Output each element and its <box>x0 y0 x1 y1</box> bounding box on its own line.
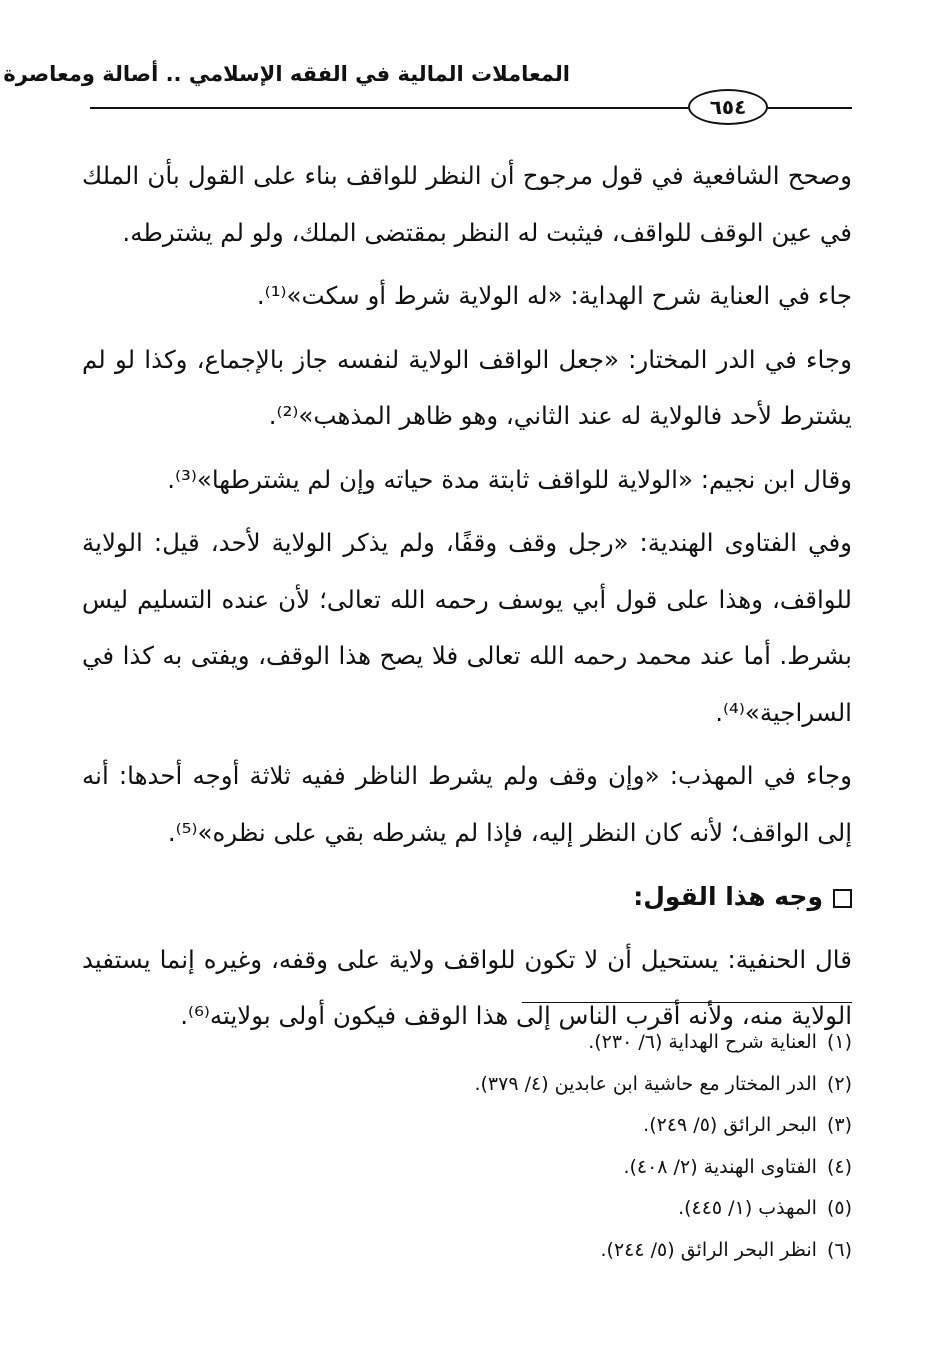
footnotes <box>82 1022 852 1271</box>
square-bullet-icon <box>833 889 852 908</box>
footnote <box>82 1188 852 1230</box>
footnote <box>82 1105 852 1147</box>
header-rule <box>90 107 688 109</box>
footnote-text: المهذب (١/ ٤٤٥). <box>678 1197 817 1219</box>
footnote-number: (٥) <box>826 1197 852 1219</box>
footnote <box>82 1147 852 1189</box>
running-header-title: المعاملات المالية في الفقه الإسلامي .. أصالة ومعاصرة <box>3 62 570 86</box>
footnote-text: البحر الرائق (٥/ ٢٤٩). <box>643 1114 817 1136</box>
footnote <box>82 1230 852 1272</box>
footnote <box>82 1064 852 1106</box>
footnote-text: الفتاوى الهندية (٢/ ٤٠٨). <box>623 1155 817 1178</box>
footnote-text: العناية شرح الهداية (٦/ ٢٣٠). <box>588 1031 817 1053</box>
section-heading-text: وجه هذا القول: <box>633 882 823 911</box>
footnote-number: (١) <box>826 1031 852 1053</box>
footnote-number: (٦) <box>826 1238 852 1261</box>
footnote-number: (٢) <box>826 1072 852 1095</box>
paragraph: وجاء في المهذب: «وإن وقف ولم يشرط الناظر ففيه ثلاثة أوجه أحدها: أنه إلى الواقف؛ لأنه كان النظر إليه، فإذا لم يشرطه بقي على نظره»⁽⁵⁾. <box>82 761 852 847</box>
paragraph: قال الحنفية: يستحيل أن لا تكون للواقف ولاية على وقفه، وغيره إنما يستفيد الولاية منه، ولأنه أقرب الناس إلى هذا الوقف فيكون أولى بولايته⁽⁶⁾. <box>82 944 852 1030</box>
paragraph: وصحح الشافعية في قول مرجوح أن النظر للواقف بناء على القول بأن الملك في عين الوقف للواقف، فيثبت له النظر بمقتضى الملك، ولو لم يشترطه. <box>82 161 852 247</box>
paragraph: وقال ابن نجيم: «الولاية للواقف ثابتة مدة حياته وإن لم يشترطها»⁽³⁾. <box>167 464 852 494</box>
main-text <box>82 148 852 1052</box>
footnote-text: الدر المختار مع حاشية ابن عابدين (٤/ ٣٧٩). <box>474 1072 817 1095</box>
header-rule <box>768 107 852 109</box>
footnote-number: (٣) <box>826 1114 852 1136</box>
footnote <box>82 1022 852 1064</box>
paragraph: وجاء في الدر المختار: «جعل الواقف الولاية لنفسه جاز بالإجماع، وكذا لو لم يشترط لأحد فالولاية له عند الثاني، وهو ظاهر المذهب»⁽²⁾. <box>82 344 852 430</box>
paragraph: وفي الفتاوى الهندية: «رجل وقف وقفًا، ولم يذكر الولاية لأحد، قيل: الولاية للواقف، وهذا على قول أبي يوسف رحمه الله تعالى؛ لأن عنده التسليم ليس بشرط. أما عند محمد رحمه الله تعالى فلا يصح هذا الوقف، ويفتى به كذا في السراجية»⁽⁴⁾. <box>82 528 852 727</box>
page-number: ٦٥٤ <box>688 89 768 125</box>
footnote-number: (٤) <box>826 1155 852 1178</box>
section-heading <box>82 869 852 926</box>
footnote-text: انظر البحر الرائق (٥/ ٢٤٤). <box>600 1238 817 1261</box>
paragraph: جاء في العناية شرح الهداية: «له الولاية شرط أو سكت»⁽¹⁾. <box>256 281 852 310</box>
footnote-separator <box>522 1002 852 1003</box>
